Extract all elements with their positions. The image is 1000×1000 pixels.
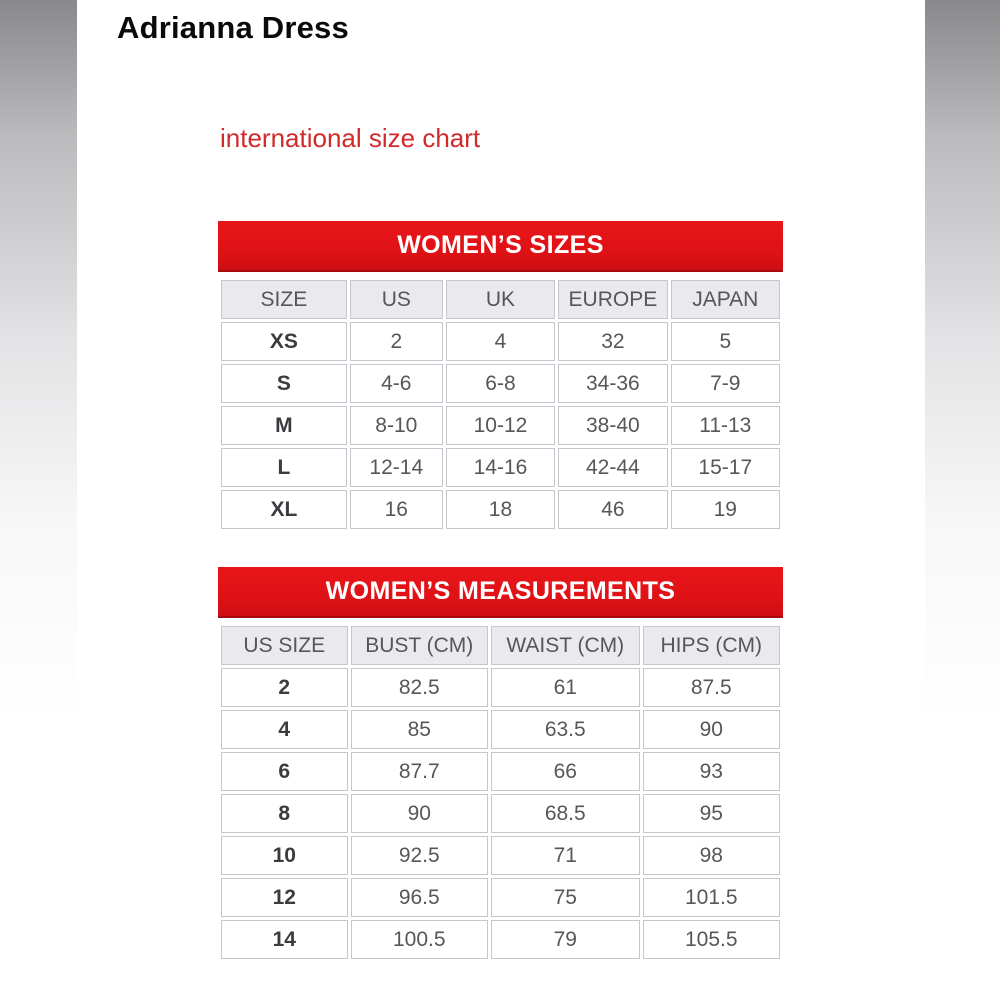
measurements-table [218, 623, 783, 962]
size-label: 4 [221, 710, 348, 749]
value-cell: 95 [643, 794, 781, 833]
column-header-size: SIZE [221, 280, 347, 319]
table-row [221, 668, 780, 707]
value-cell: 68.5 [491, 794, 640, 833]
table-row [221, 920, 780, 959]
value-cell: 2 [350, 322, 443, 361]
value-cell: 19 [671, 490, 780, 529]
table-row [221, 406, 780, 445]
value-cell: 7-9 [671, 364, 780, 403]
size-label: 12 [221, 878, 348, 917]
value-cell: 18 [446, 490, 555, 529]
value-cell: 90 [643, 710, 781, 749]
value-cell: 10-12 [446, 406, 555, 445]
sizes-table [218, 277, 783, 532]
column-header-us: US [350, 280, 443, 319]
value-cell: 63.5 [491, 710, 640, 749]
value-cell: 82.5 [351, 668, 489, 707]
value-cell: 12-14 [350, 448, 443, 487]
measurements-header-row [221, 626, 780, 665]
column-header-bust: BUST (CM) [351, 626, 489, 665]
size-chart-heading: international size chart [220, 123, 481, 153]
value-cell: 61 [491, 668, 640, 707]
value-cell: 8-10 [350, 406, 443, 445]
column-header-us-size: US SIZE [221, 626, 348, 665]
value-cell: 87.5 [643, 668, 781, 707]
value-cell: 96.5 [351, 878, 489, 917]
value-cell: 79 [491, 920, 640, 959]
value-cell: 90 [351, 794, 489, 833]
value-cell: 34-36 [558, 364, 667, 403]
column-header-waist: WAIST (CM) [491, 626, 640, 665]
table-row [221, 490, 780, 529]
value-cell: 100.5 [351, 920, 489, 959]
measurements-table-title-bar [218, 567, 783, 618]
value-cell: 15-17 [671, 448, 780, 487]
column-header-uk: UK [446, 280, 555, 319]
value-cell: 6-8 [446, 364, 555, 403]
size-label: XL [221, 490, 347, 529]
table-row [221, 710, 780, 749]
value-cell: 75 [491, 878, 640, 917]
value-cell: 66 [491, 752, 640, 791]
value-cell: 71 [491, 836, 640, 875]
value-cell: 93 [643, 752, 781, 791]
size-label: 2 [221, 668, 348, 707]
table-row [221, 794, 780, 833]
value-cell: 32 [558, 322, 667, 361]
value-cell: 11-13 [671, 406, 780, 445]
size-label: 6 [221, 752, 348, 791]
value-cell: 105.5 [643, 920, 781, 959]
table-row [221, 448, 780, 487]
sizes-table-title: WOMEN’S SIZES [397, 231, 604, 259]
value-cell: 5 [671, 322, 780, 361]
table-row [221, 836, 780, 875]
value-cell: 98 [643, 836, 781, 875]
column-header-hips: HIPS (CM) [643, 626, 781, 665]
measurements-table-title: WOMEN’S MEASUREMENTS [325, 577, 676, 605]
sizes-header-row [221, 280, 780, 319]
value-cell: 42-44 [558, 448, 667, 487]
sizes-table-title-bar [218, 221, 783, 272]
size-label: L [221, 448, 347, 487]
size-label: XS [221, 322, 347, 361]
value-cell: 101.5 [643, 878, 781, 917]
size-label: S [221, 364, 347, 403]
value-cell: 85 [351, 710, 489, 749]
size-label: 10 [221, 836, 348, 875]
size-label: 8 [221, 794, 348, 833]
value-cell: 92.5 [351, 836, 489, 875]
table-row [221, 752, 780, 791]
table-row [221, 364, 780, 403]
value-cell: 14-16 [446, 448, 555, 487]
size-label: M [221, 406, 347, 445]
page-title: Adrianna Dress [117, 10, 349, 45]
value-cell: 87.7 [351, 752, 489, 791]
table-row [221, 322, 780, 361]
value-cell: 46 [558, 490, 667, 529]
column-header-japan: JAPAN [671, 280, 780, 319]
size-label: 14 [221, 920, 348, 959]
value-cell: 4-6 [350, 364, 443, 403]
right-gradient-band [925, 0, 1000, 1000]
value-cell: 38-40 [558, 406, 667, 445]
column-header-europe: EUROPE [558, 280, 667, 319]
value-cell: 16 [350, 490, 443, 529]
table-row [221, 878, 780, 917]
value-cell: 4 [446, 322, 555, 361]
left-gradient-band [0, 0, 77, 1000]
